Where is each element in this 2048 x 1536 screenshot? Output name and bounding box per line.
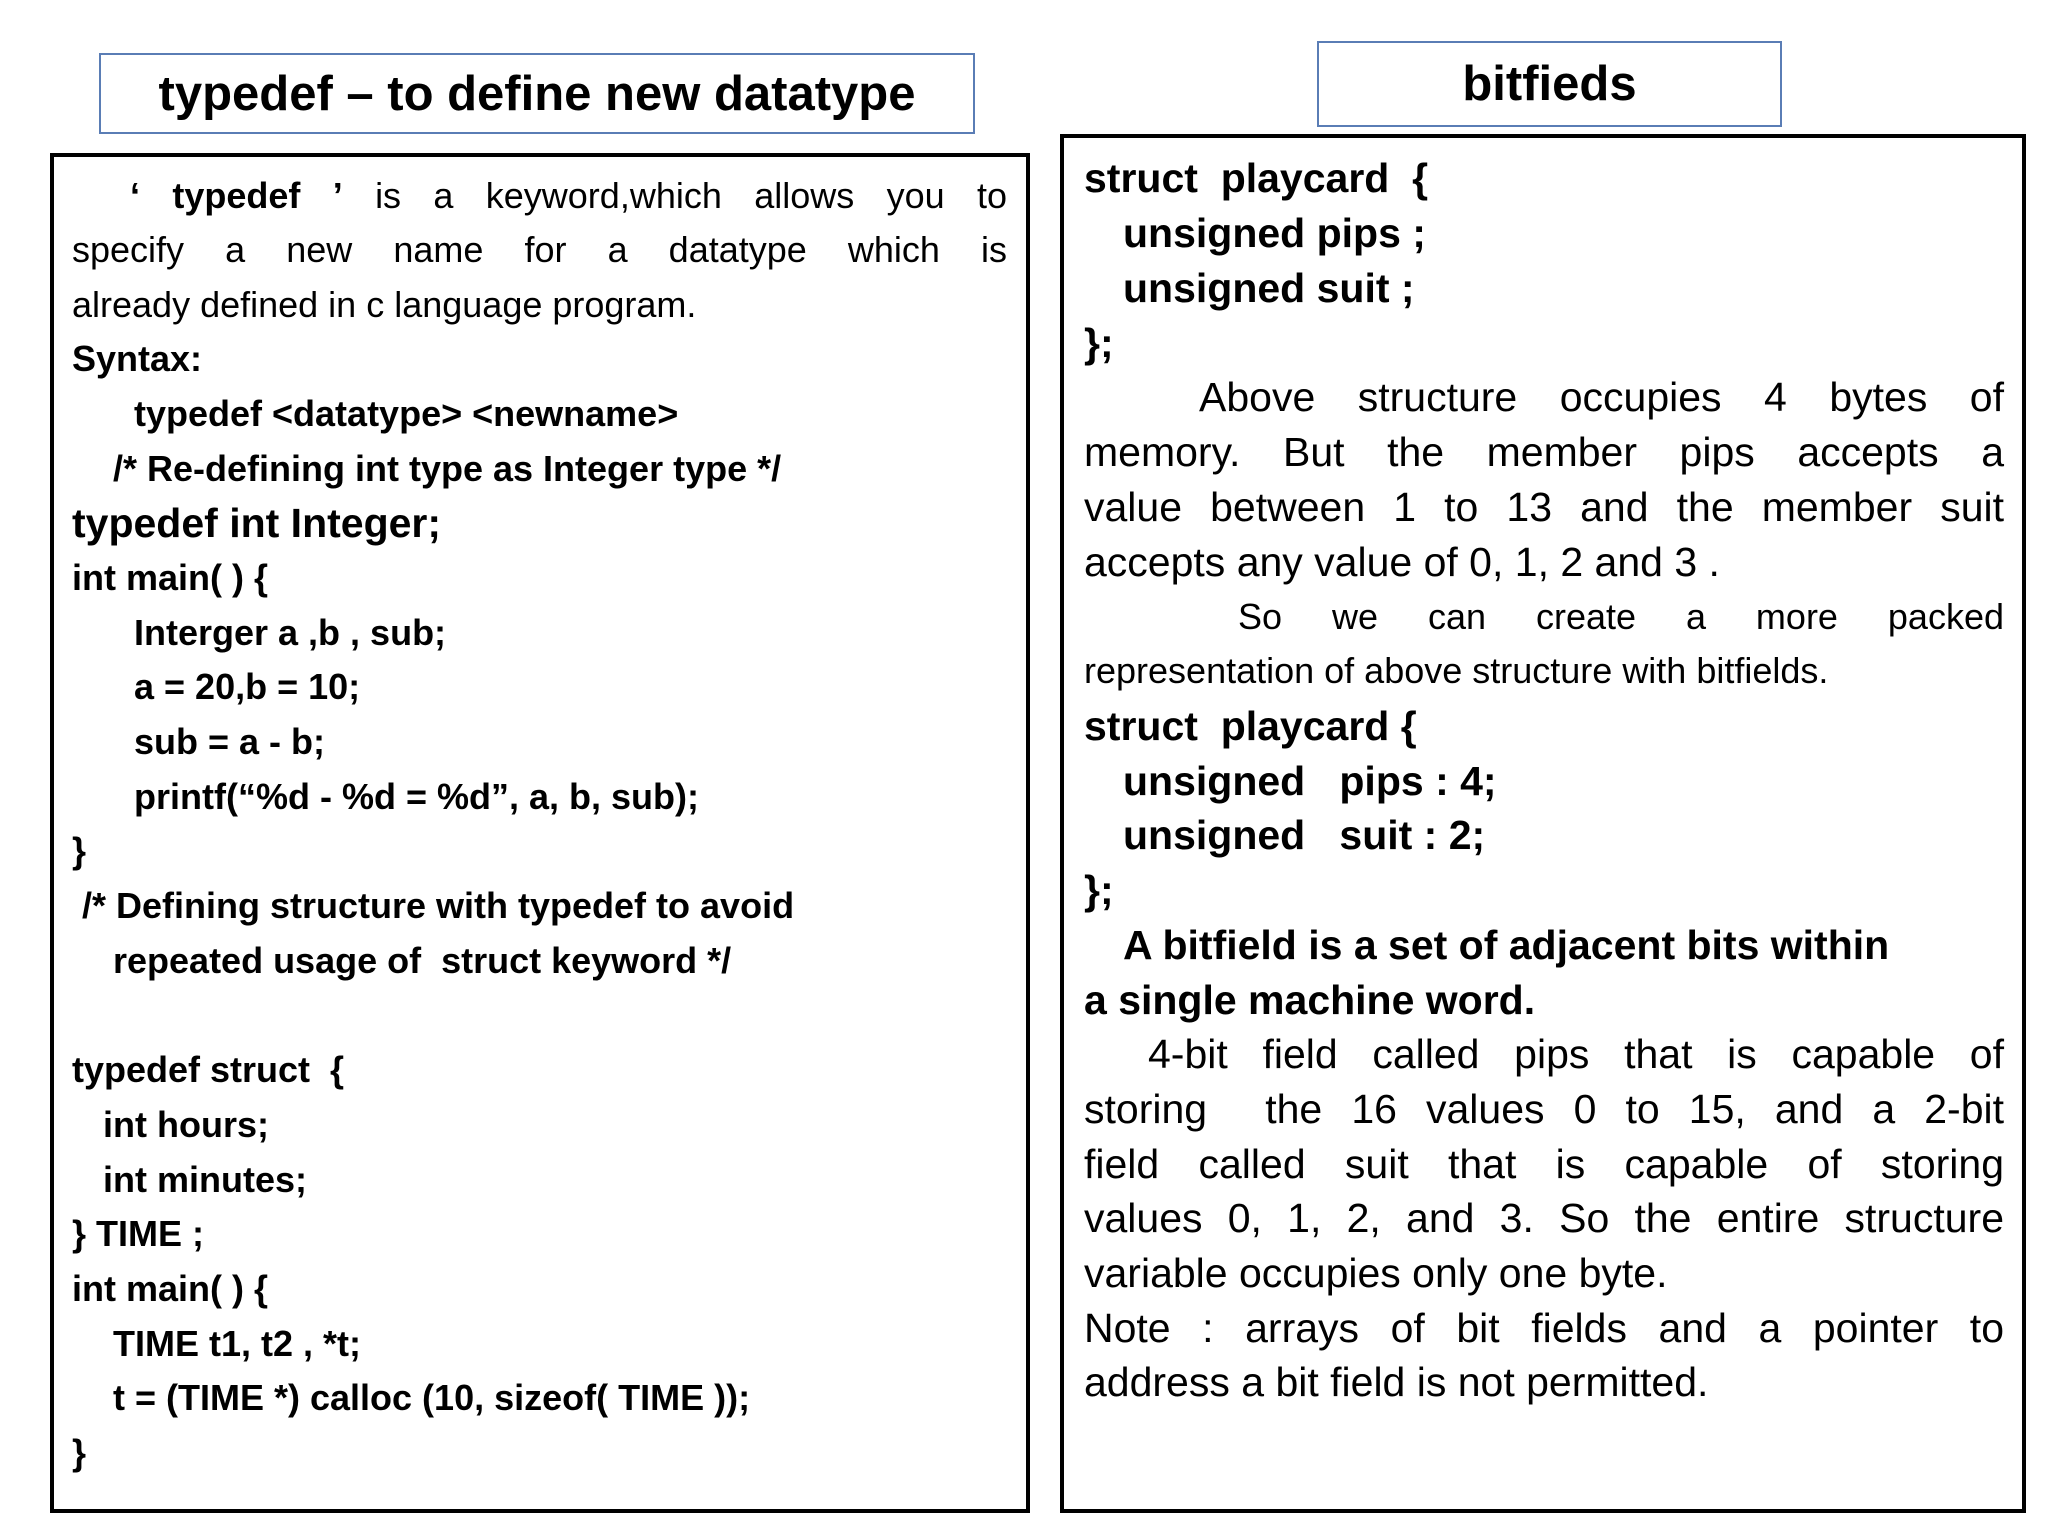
- para1-line-4: accepts any value of 0, 1, 2 and 3 .: [1084, 539, 1720, 585]
- comment-struct-line-2: repeated usage of struct keyword */: [113, 940, 732, 981]
- code-close-brace-1: }: [72, 830, 87, 871]
- comment-redefining-int: /* Re-defining int type as Integer type */: [113, 448, 782, 489]
- code-assign: a = 20,b = 10;: [134, 666, 361, 707]
- code-main-1: int main( ) {: [72, 557, 268, 598]
- code-printf: printf(“%d - %d = %d”, a, b, sub);: [134, 776, 699, 817]
- code-time-close: } TIME ;: [72, 1213, 204, 1254]
- code-time-vars: TIME t1, t2 , *t;: [113, 1323, 362, 1364]
- struct1-pips: unsigned pips ;: [1123, 210, 1426, 256]
- code-typedef-int: typedef int Integer;: [72, 500, 442, 546]
- intro-line-3: already defined in c language program.: [72, 284, 697, 325]
- intro-line-2: specify a new name for a datatype which is: [72, 229, 1007, 270]
- para1-line-1: Above structure occupies 4 bytes of: [1199, 374, 2004, 420]
- right-title: [1317, 41, 1782, 127]
- para2-line-1: So we can create a more packed: [1238, 596, 2004, 637]
- syntax-line: typedef <datatype> <newname>: [134, 393, 679, 434]
- struct1-close: };: [1084, 320, 1114, 366]
- definition-line-1: A bitfield is a set of adjacent bits within: [1123, 922, 1890, 968]
- left-title: [99, 53, 975, 134]
- note-line-1: Note : arrays of bit fields and a pointer to: [1084, 1305, 2004, 1351]
- para3-line-3: field called suit that is capable of storing: [1084, 1141, 2004, 1187]
- syntax-label: Syntax:: [72, 338, 203, 379]
- code-close-brace-2: }: [72, 1432, 87, 1473]
- code-int-minutes: int minutes;: [103, 1159, 307, 1200]
- para3-line-4: values 0, 1, 2, and 3. So the entire structure: [1084, 1195, 2004, 1241]
- definition-line-2: a single machine word.: [1084, 977, 1536, 1023]
- code-typedef-struct: typedef struct {: [72, 1049, 345, 1090]
- code-declare-vars: Interger a ,b , sub;: [134, 612, 447, 653]
- struct2-close: };: [1084, 867, 1114, 913]
- typedef-keyword: ‘ typedef ’: [130, 175, 343, 216]
- struct1-header: struct playcard {: [1084, 155, 1429, 201]
- struct2-pips: unsigned pips : 4;: [1123, 758, 1497, 804]
- struct1-suit: unsigned suit ;: [1123, 265, 1415, 311]
- para3-line-5: variable occupies only one byte.: [1084, 1250, 1668, 1296]
- para1-line-2: memory. But the member pips accepts a: [1084, 429, 2004, 475]
- code-main-2: int main( ) {: [72, 1268, 268, 1309]
- intro-line-1: ‘ typedef ’ is a keyword,which allows you to: [130, 175, 1007, 216]
- para3-line-2: storing the 16 values 0 to 15, and a 2-bit: [1084, 1086, 2004, 1132]
- right-title-text: bitfieds: [1462, 57, 1637, 111]
- para3-line-1: 4-bit field called pips that is capable of: [1148, 1031, 2004, 1077]
- struct2-suit: unsigned suit : 2;: [1123, 812, 1486, 858]
- left-title-text: typedef – to define new datatype: [158, 66, 916, 121]
- para2-line-2: representation of above structure with bitfields.: [1084, 650, 1829, 691]
- code-calloc: t = (TIME *) calloc (10, sizeof( TIME ));: [113, 1377, 751, 1418]
- struct2-header: struct playcard {: [1084, 703, 1417, 749]
- para1-line-3: value between 1 to 13 and the member suit: [1084, 484, 2004, 530]
- code-int-hours: int hours;: [103, 1104, 269, 1145]
- code-subtract: sub = a - b;: [134, 721, 326, 762]
- comment-struct-line-1: /* Defining structure with typedef to avoid: [82, 885, 795, 926]
- note-line-2: address a bit field is not permitted.: [1084, 1359, 1709, 1405]
